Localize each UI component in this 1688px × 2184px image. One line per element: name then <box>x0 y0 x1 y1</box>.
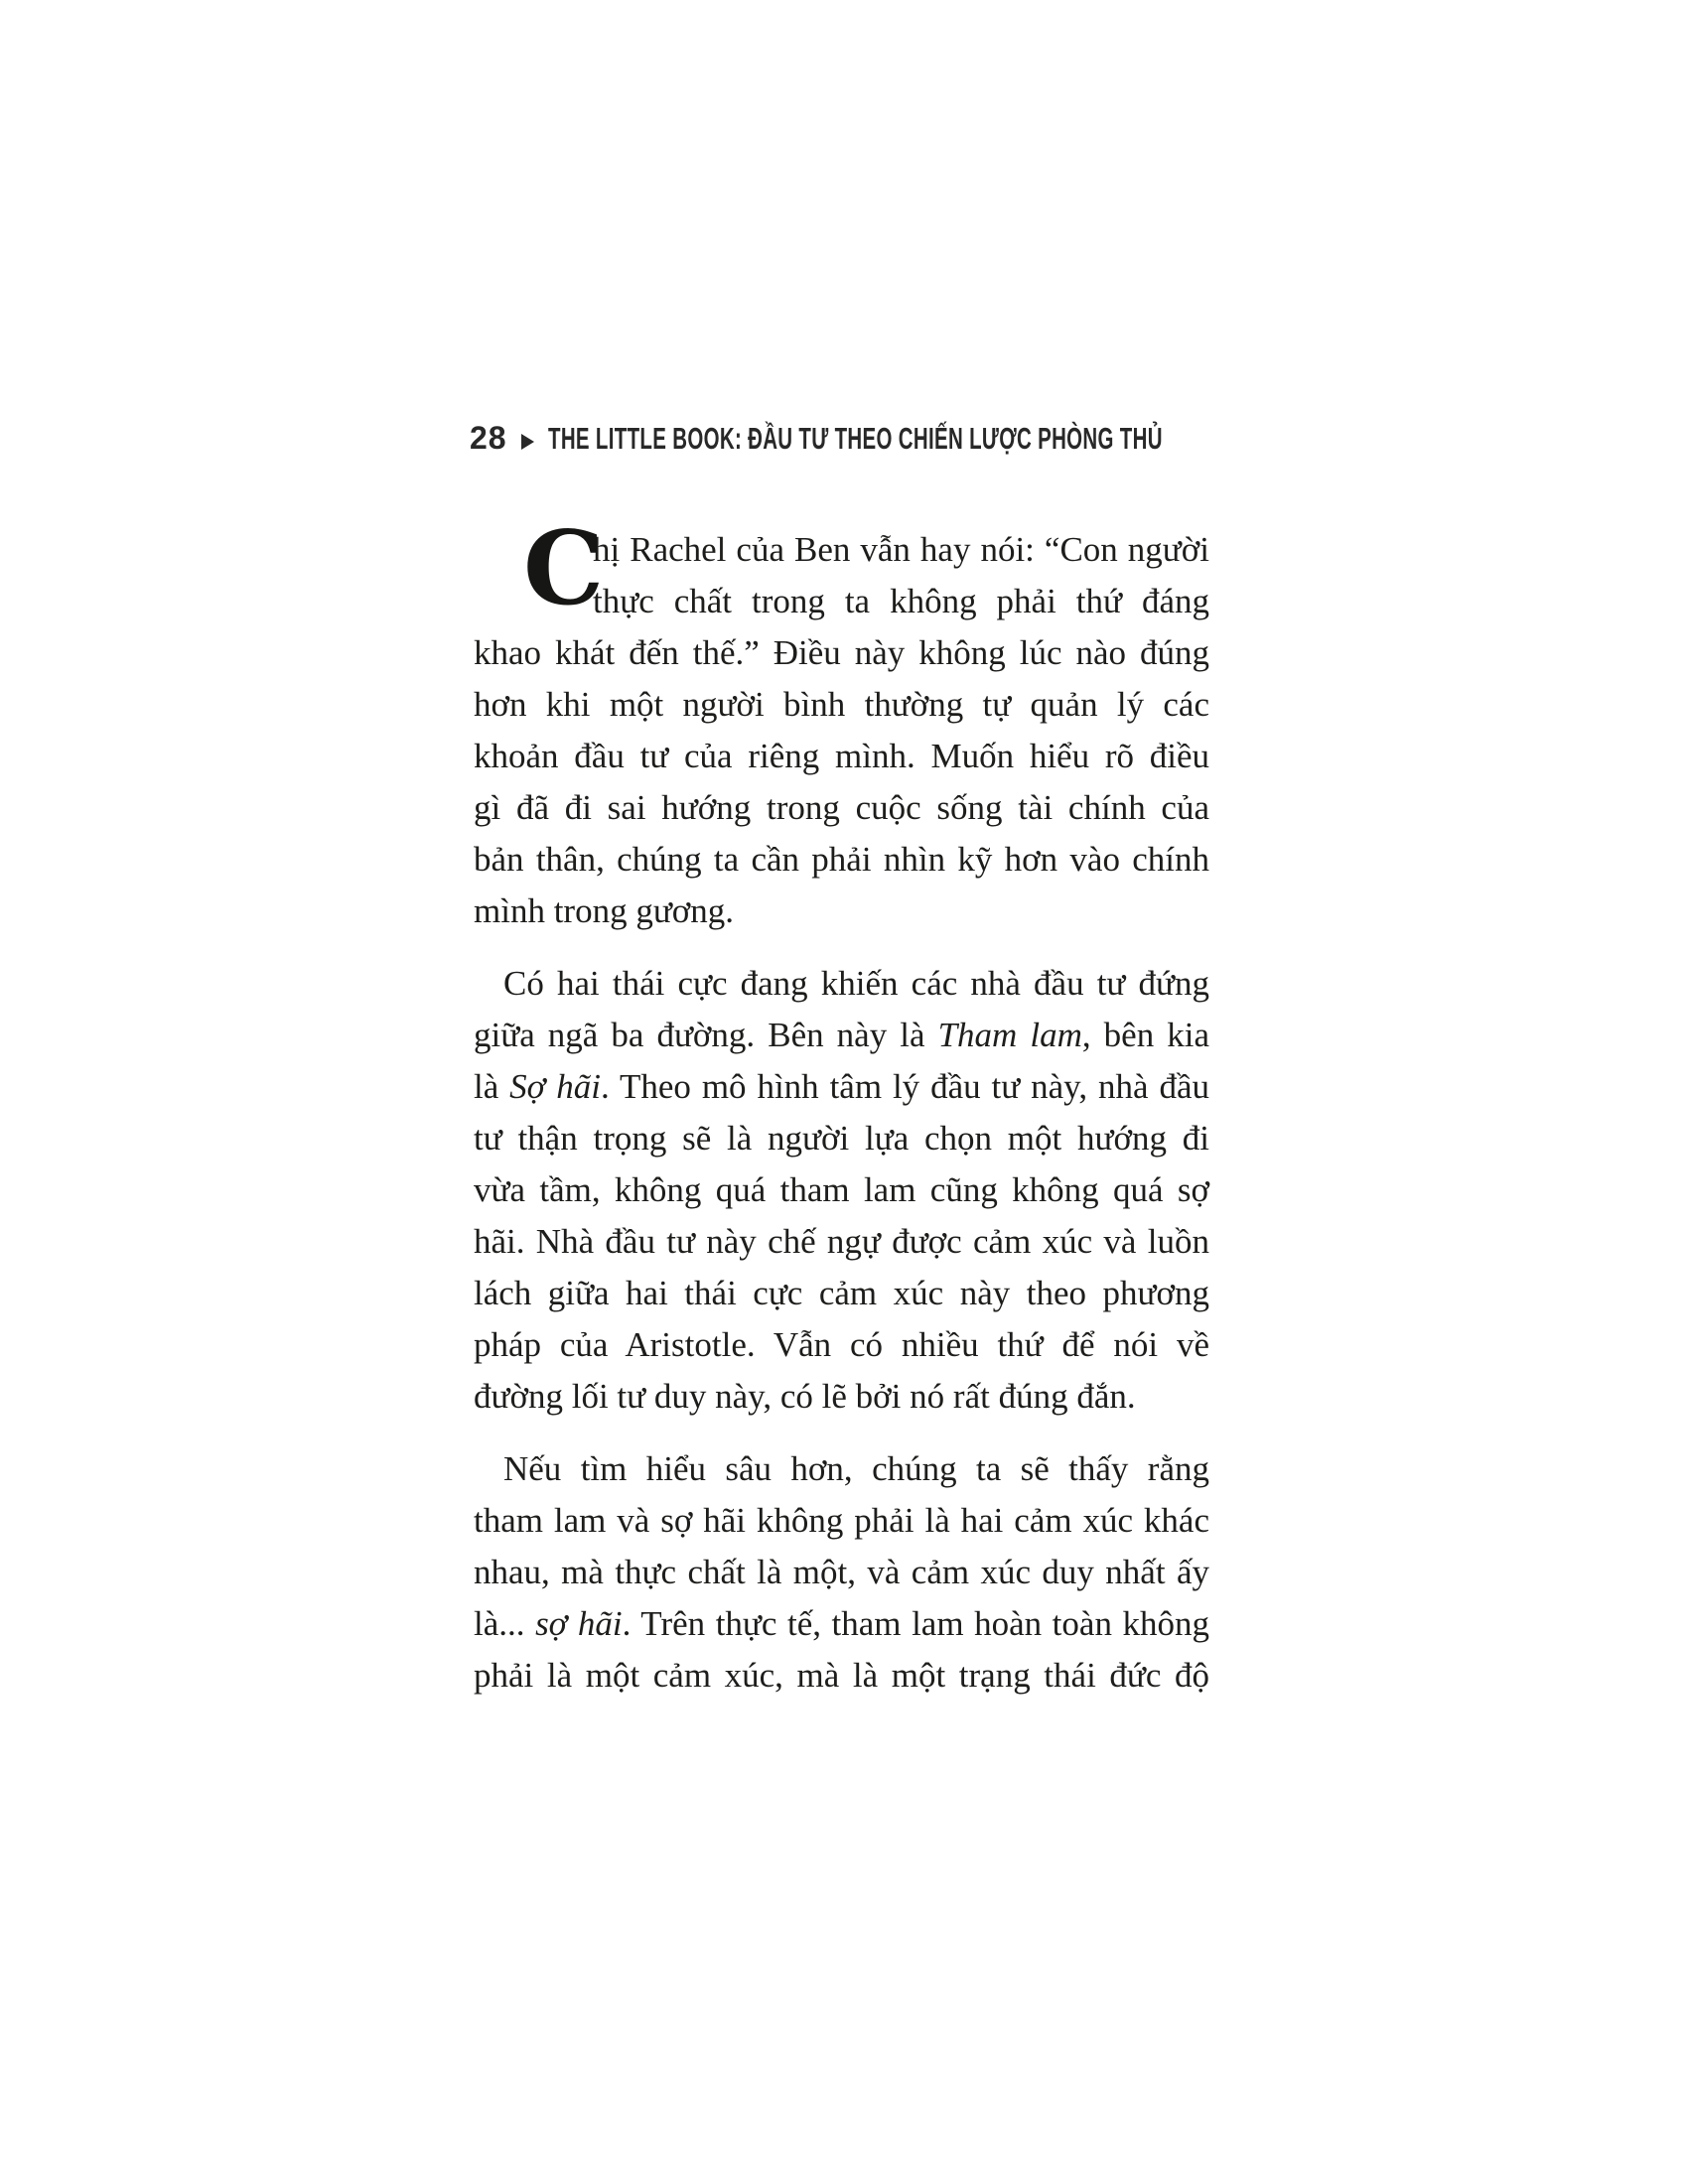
text-line <box>474 1371 1209 1423</box>
text-segment: hị Rachel của Ben vẫn hay nói: “Con người <box>593 530 1209 569</box>
drop-cap: C <box>523 509 605 628</box>
text-segment: phải là một cảm xúc, mà là một trạng thái đức độ <box>474 1656 1209 1695</box>
text-segment: . Theo mô hình tâm lý đầu tư này, nhà đầu <box>600 1067 1210 1106</box>
text-segment: đường lối tư duy này, có lẽ bởi nó rất đúng đắn. <box>474 1377 1136 1416</box>
text-line <box>474 1319 1209 1371</box>
text-line <box>474 1061 1209 1113</box>
text-segment: hơn khi một người bình thường tự quản lý các <box>474 685 1209 724</box>
italic-text: sợ hãi <box>535 1604 623 1643</box>
text-segment: vừa tầm, không quá tham lam cũng không quá sợ <box>474 1170 1209 1209</box>
text-line <box>474 886 1209 937</box>
text-line <box>474 627 1209 679</box>
text-line <box>474 1650 1209 1702</box>
italic-text: Sợ hãi <box>509 1067 601 1106</box>
text-segment: , bên kia <box>1081 1016 1210 1054</box>
text-segment: Nếu tìm hiểu sâu hơn, chúng ta sẽ thấy rằng <box>503 1449 1209 1488</box>
text-segment: giữa ngã ba đường. Bên này là <box>474 1016 938 1054</box>
text-segment: tham lam và sợ hãi không phải là hai cảm xúc khác <box>474 1501 1209 1540</box>
text-segment: khoản đầu tư của riêng mình. Muốn hiểu rõ điều <box>474 737 1209 775</box>
right-triangle-icon <box>521 434 534 450</box>
text-segment: pháp của Aristotle. Vẫn có nhiều thứ để nói về <box>474 1325 1209 1364</box>
text-line <box>474 958 1209 1010</box>
running-head-title: THE LITTLE BOOK: ĐẦU TƯ THEO CHIẾN LƯỢC PHÒNG THỦ <box>547 421 1163 456</box>
text-segment: là... <box>474 1604 536 1643</box>
text-segment: hãi. Nhà đầu tư này chế ngự được cảm xúc và luồn <box>474 1222 1209 1261</box>
text-line <box>474 1216 1209 1268</box>
text-line <box>474 1443 1209 1495</box>
text-line <box>474 782 1209 834</box>
text-segment: gì đã đi sai hướng trong cuộc sống tài chính của <box>474 788 1209 827</box>
running-head <box>470 420 1478 457</box>
text-segment: bản thân, chúng ta cần phải nhìn kỹ hơn vào chính <box>474 840 1209 879</box>
text-line <box>593 576 1209 627</box>
paragraph <box>474 1443 1209 1702</box>
text-segment: Có hai thái cực đang khiến các nhà đầu tư đứng <box>503 964 1209 1003</box>
page-number: 28 <box>470 420 507 456</box>
text-segment: lách giữa hai thái cực cảm xúc này theo phương <box>474 1274 1209 1312</box>
text-segment: thực chất trong ta không phải thứ đáng <box>593 582 1209 620</box>
text-line <box>474 1113 1209 1164</box>
text-segment: tư thận trọng sẽ là người lựa chọn một hướng đi <box>474 1119 1209 1158</box>
body-text <box>474 509 1210 1702</box>
italic-text: Tham lam <box>937 1016 1082 1054</box>
paragraph <box>474 509 1209 937</box>
text-line <box>474 1598 1209 1650</box>
text-line <box>474 1495 1209 1547</box>
text-segment: nhau, mà thực chất là một, và cảm xúc duy nhất ấy <box>474 1553 1209 1591</box>
text-line <box>593 524 1209 576</box>
text-line <box>474 1547 1209 1598</box>
text-line <box>474 679 1209 731</box>
text-segment: . Trên thực tế, tham lam hoàn toàn không <box>622 1604 1209 1643</box>
dropcap-row <box>474 509 1209 628</box>
text-line <box>474 731 1209 782</box>
paragraph <box>474 958 1209 1423</box>
text-line <box>474 1268 1209 1319</box>
text-line <box>474 834 1209 886</box>
text-segment: mình trong gương. <box>474 891 735 930</box>
text-line <box>474 1010 1209 1061</box>
text-segment: khao khát đến thế.” Điều này không lúc nào đúng <box>474 633 1209 672</box>
text-line <box>474 1164 1209 1216</box>
text-segment: là <box>474 1067 510 1106</box>
